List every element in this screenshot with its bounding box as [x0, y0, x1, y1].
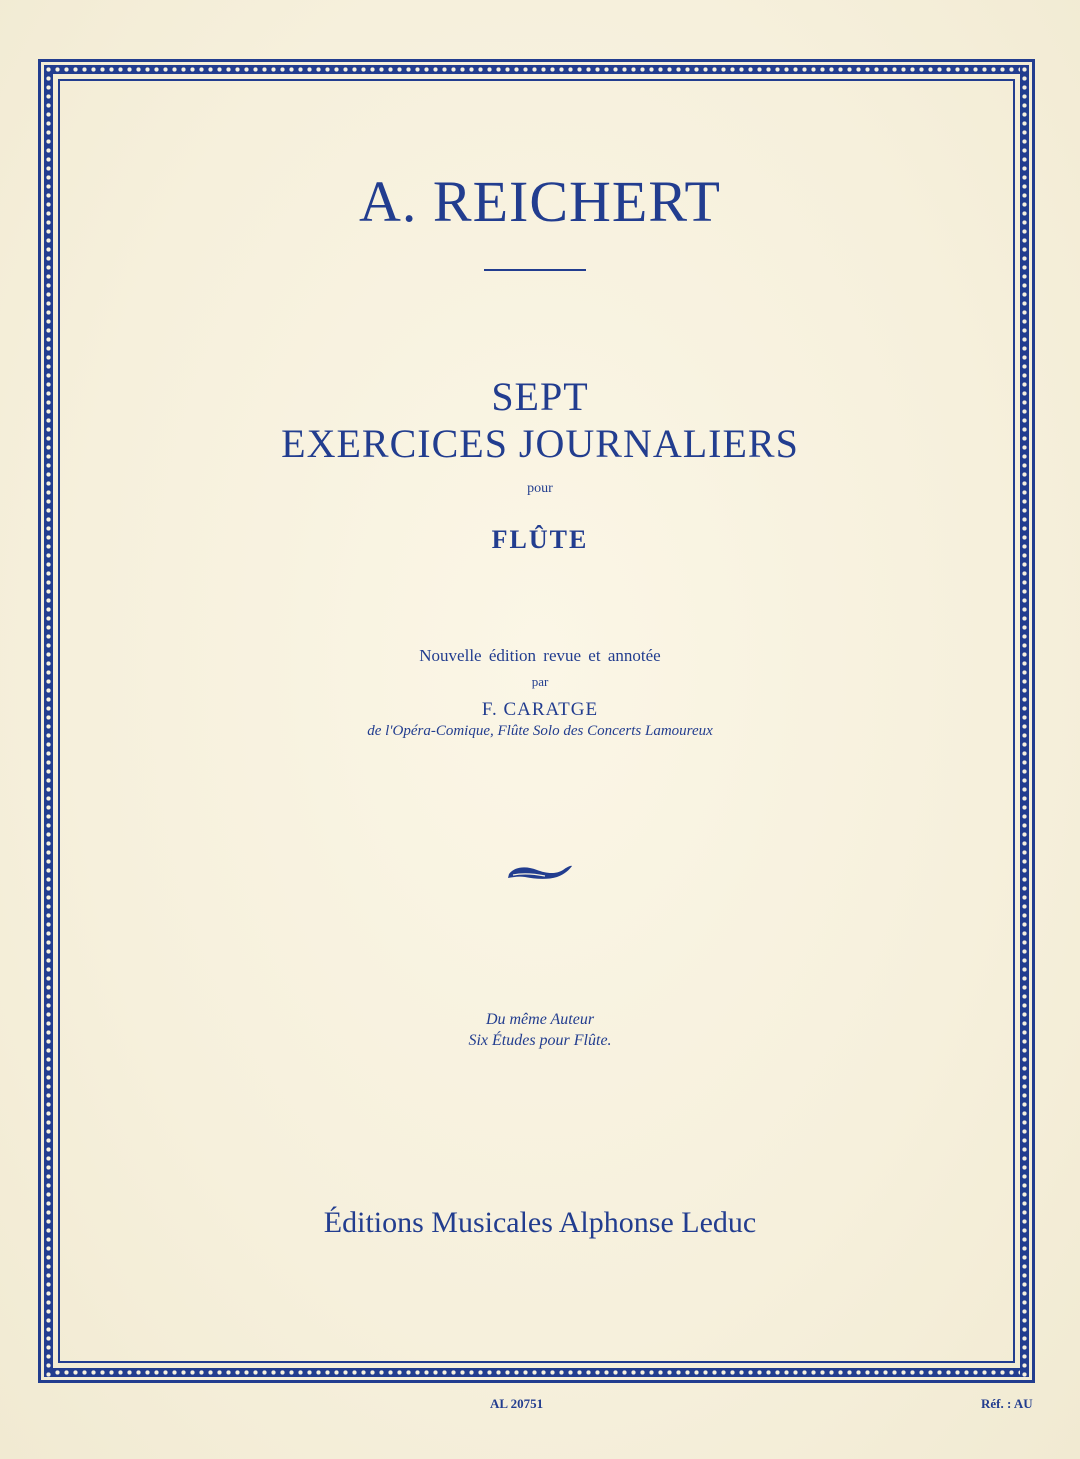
title-line-1: SEPT [491, 374, 589, 419]
edition-note: Nouvelle édition revue et annotée [419, 646, 661, 665]
inner-border-line [58, 79, 1015, 1363]
composer-name: A. REICHERT [359, 169, 721, 234]
other-works-heading: Du même Auteur [485, 1011, 595, 1028]
instrument-name: FLÛTE [491, 525, 589, 554]
edition-par: par [531, 674, 549, 689]
catalog-number: AL 20751 [490, 1396, 544, 1411]
decorative-border [38, 59, 1035, 1383]
reference-code: Réf. : AU [981, 1396, 1033, 1411]
title-line-2: EXERCICES JOURNALIERS [281, 421, 799, 466]
title-pour: pour [527, 481, 553, 496]
ornament-flourish-icon [505, 857, 575, 883]
editor-affiliation: de l'Opéra-Comique, Flûte Solo des Concerts Lamoureux [367, 723, 713, 739]
publisher-name: Éditions Musicales Alphonse Leduc [323, 1206, 757, 1239]
editor-name: F. CARATGE [481, 699, 599, 720]
other-works-title: Six Études pour Flûte. [468, 1032, 612, 1049]
title-divider [484, 269, 586, 271]
